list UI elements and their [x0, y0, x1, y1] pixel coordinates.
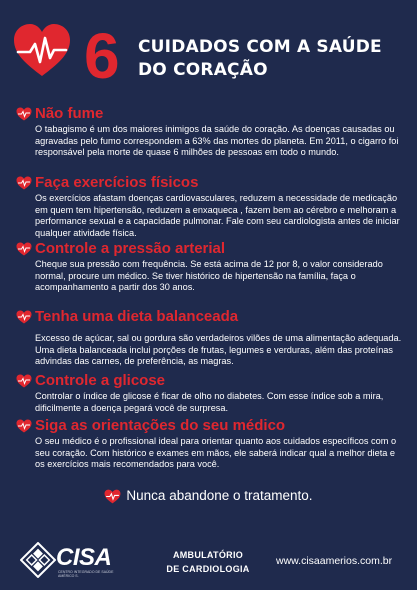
section-title: Controle a glicose	[35, 372, 166, 389]
heart-bullet-icon	[16, 107, 32, 121]
heart-bullet-icon	[16, 419, 32, 433]
section-orientacoes	[16, 417, 408, 471]
title-line-2: DO CORAÇÃO	[138, 60, 268, 80]
logo-subtitle: CENTRO INTEGRADO DE SAÚDE AMÉRICO S.	[58, 570, 114, 578]
section-dieta	[16, 308, 408, 368]
department-label	[158, 548, 258, 576]
section-exercicios	[16, 174, 408, 239]
heart-bullet-icon	[16, 310, 32, 324]
heart-bullet-icon	[16, 242, 32, 256]
heart-pulse-icon	[12, 22, 72, 82]
section-text: Cheque sua pressão com frequência. Se está acima de 12 por 8, o valor considerado normal, procure um médico. Se tiver histórico de hipertensão na família, faça o acompanhamento a partir dos 30 anos.	[35, 259, 383, 293]
cisa-logo	[20, 538, 120, 584]
footer	[0, 530, 417, 590]
page-title	[138, 36, 408, 82]
section-text: Excesso de açúcar, sal ou gordura são verdadeiros vilões de uma alimentação adequada. Uma dieta balanceada inclui porções de frutas, legumes e verduras, além das proteínas advindas das carnes, de preferência, as magras.	[35, 333, 402, 367]
section-title: Faça exercícios físicos	[35, 174, 199, 191]
section-nao-fume	[16, 105, 408, 159]
section-title: Siga as orientações do seu médico	[35, 417, 286, 434]
closing-text: Nunca abandone o tratamento.	[126, 488, 313, 503]
logo-wordmark: CISA	[56, 544, 112, 571]
department-line-2: DE CARDIOLOGIA	[166, 564, 250, 574]
heart-bullet-icon	[104, 489, 121, 504]
department-line-1: AMBULATÓRIO	[172, 550, 244, 560]
headline-number: 6	[84, 20, 120, 92]
website-link[interactable]: www.cisaamerios.com.br	[276, 555, 393, 567]
section-text: Controlar o índice de glicose é ficar de olho no diabetes. Com esse índice sob a mira, dificilmente a doença pegará você de surpresa.	[35, 391, 384, 413]
section-pressao	[16, 240, 408, 294]
heart-bullet-icon	[16, 374, 32, 388]
heart-bullet-icon	[16, 176, 32, 190]
poster-header	[0, 0, 417, 105]
cisa-logo-mark-icon	[20, 542, 56, 578]
section-glicose	[16, 372, 408, 414]
section-text: O tabagismo é um dos maiores inimigos da saúde do coração. As doenças causadas ou agravadas pelo fumo correspondem a 63% das mortes do planeta. Em 2011, o cigarro foi responsável pela morte de quase 6 milhões de pessoas em todo o mundo.	[35, 124, 399, 158]
title-line-1: CUIDADOS COM A SAÚDE	[138, 37, 382, 57]
section-title: Controle a pressão arterial	[35, 240, 226, 257]
section-text: Os exercícios afastam doenças cardiovasculares, reduzem a necessidade de medicação em quem tem hipertensão, reduzem a enxaqueca , fazem bem ao cérebro e melhoram a performance sexual e a capacidade pulmonar. Fale com seu cardiologista antes de iniciar qualquer atividade física.	[35, 193, 400, 238]
section-title: Não fume	[35, 105, 104, 122]
closing-message	[0, 488, 417, 504]
section-title: Tenha uma dieta balanceada	[35, 308, 239, 325]
section-text: O seu médico é o profissional ideal para orientar quanto aos cuidados específicos com o seu coração. Com histórico e exames em mãos, ele saberá indicar qual a melhor dieta e os exercícios mais recomendados para você.	[35, 436, 397, 470]
